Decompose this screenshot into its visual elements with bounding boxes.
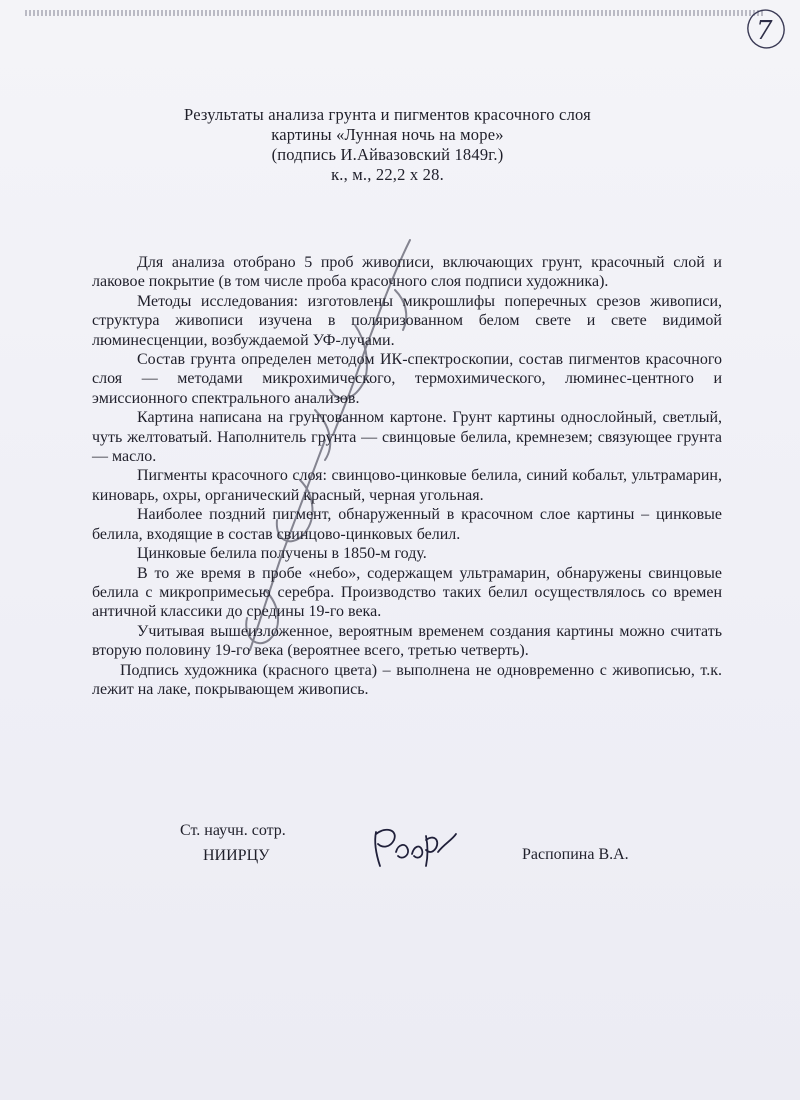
header-line-4: к., м., 22,2 х 28. xyxy=(331,165,444,184)
header-line-2: картины «Лунная ночь на море» xyxy=(271,125,504,144)
scan-edge-rule xyxy=(25,10,765,16)
page-number-text: 7 xyxy=(756,16,773,46)
paragraph: Учитывая вышеизложенное, вероятным временем создания картины можно считать вторую половину 19-го века (вероятнее всего, третью четверть). xyxy=(92,622,722,660)
header-line-3: (подпись И.Айвазовский 1849г.) xyxy=(271,145,504,164)
paragraph: Методы исследования: изготовлены микрошлифы поперечных срезов живописи, структура живописи изучена в поляризованном белом свете и свете видимой люминесценции, возбуждаемой УФ-лучами. xyxy=(92,292,722,349)
page-number-mark xyxy=(742,5,788,51)
signatory-name: Распопина В.А. xyxy=(522,846,629,863)
paragraph: Пигменты красочного слоя: свинцово-цинковые белила, синий кобальт, ультрамарин, киноварь, охры, органический красный, черная угольная. xyxy=(92,467,722,504)
document-body xyxy=(92,253,722,699)
paragraph: Состав грунта определен методом ИК-спектроскопии, состав пигментов красочного слоя — методами микрохимического, термохимического, люминес-центного и эмиссионного спектрального анализов. xyxy=(92,351,722,407)
paragraph: В то же время в пробе «небо», содержащем ультрамарин, обнаружены свинцовые белила с микропримесью серебра. Производство таких белил осуществлялось со времен античной классики до средины 19-го века. xyxy=(92,564,722,621)
position-title-line-2: НИИРЦУ xyxy=(203,847,270,864)
document-header xyxy=(0,105,800,185)
handwritten-signature xyxy=(368,822,460,872)
paragraph: Наиболее поздний пигмент, обнаруженный в красочном слое картины – цинковые белила, входящие в состав свинцово-цинковых белил. xyxy=(92,506,722,543)
paragraph: Цинковые белила получены в 1850-м году. xyxy=(137,545,427,563)
paragraph: Подпись художника (красного цвета) – выполнена не одновременно с живописью, т.к. лежит на лаке, покрывающем живопись. xyxy=(92,661,722,698)
paragraph: Картина написана на грунтованном картоне. Грунт картины однослойный, светлый, чуть желтоватый. Наполнитель грунта — свинцовые белила, кремнезем; связующее грунта — масло. xyxy=(92,409,722,466)
header-line-1: Результаты анализа грунта и пигментов красочного слоя xyxy=(184,105,591,124)
position-title-line-1: Ст. научн. сотр. xyxy=(180,822,286,839)
paragraph: Для анализа отобрано 5 проб живописи, включающих грунт, красочный слой и лаковое покрытие (в том числе проба красочного слоя подписи художника). xyxy=(92,254,722,291)
